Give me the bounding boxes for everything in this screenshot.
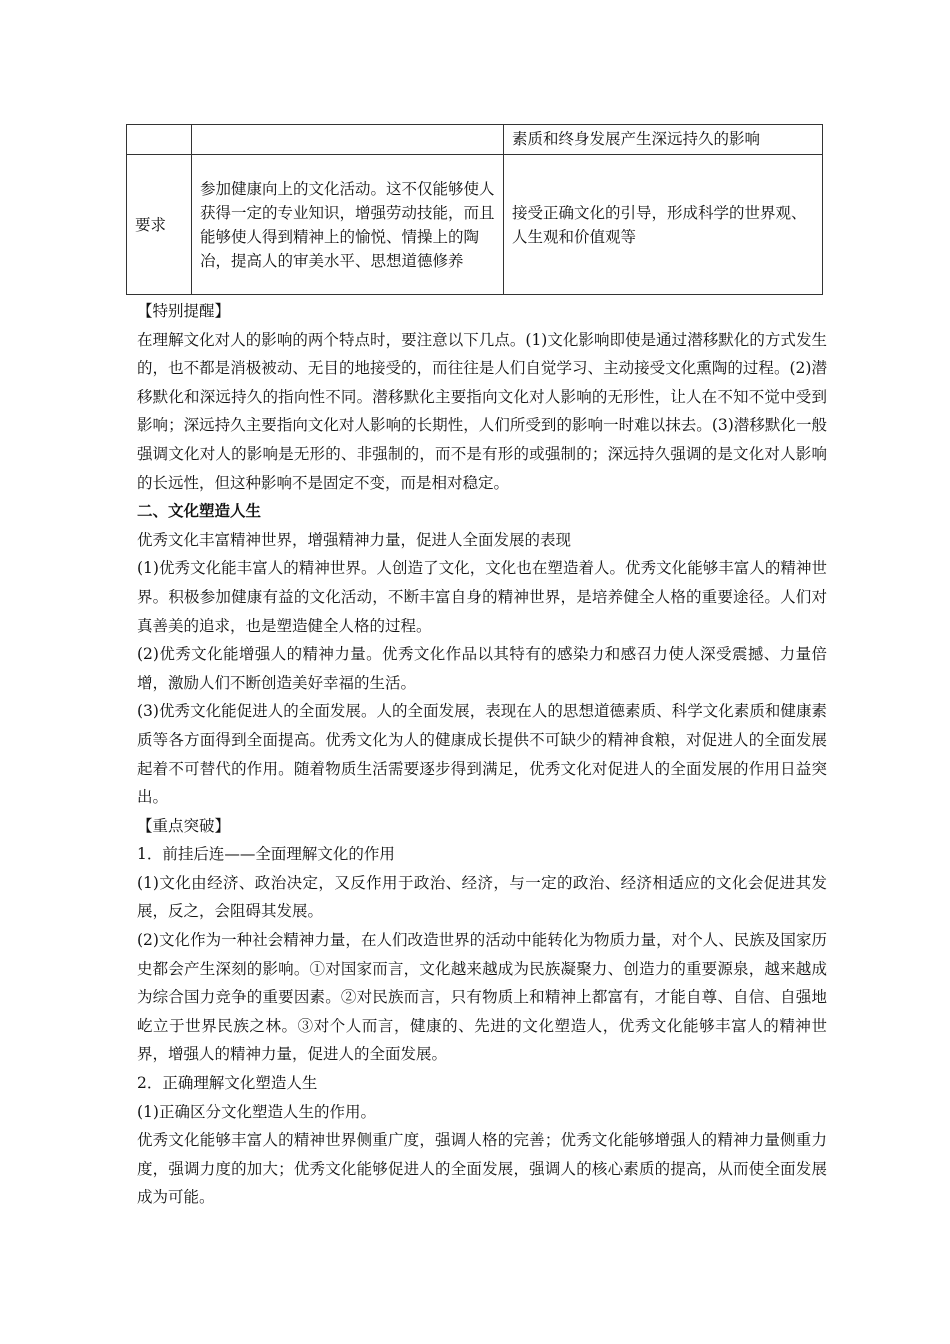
subheading: 1．前挂后连——全面理解文化的作用: [137, 845, 395, 864]
paragraph: (1)文化由经济、政治决定，又反作用于政治、经济，与一定的政治、经济相适应的文化会促进其发展，反之，会阻碍其发展。: [137, 873, 827, 921]
table-cell-label: 要求: [127, 155, 192, 295]
table-cell-label: [127, 125, 192, 155]
special-reminder-heading: 【特别提醒】: [137, 302, 231, 320]
comparison-table: [126, 124, 823, 295]
paragraph: (1)正确区分文化塑造人生的作用。: [137, 1102, 376, 1121]
table-cell-right: 接受正确文化的引导，形成科学的世界观、人生观和价值观等: [504, 155, 823, 295]
key-points-heading: 【重点突破】: [137, 816, 231, 835]
document-body: [137, 297, 827, 1212]
section-heading: 二、文化塑造人生: [137, 501, 262, 521]
table-cell-middle: 参加健康向上的文化活动。这不仅能够使人获得一定的专业知识，增强劳动技能，而且能够使人得到精神上的愉悦、情操上的陶冶，提高人的审美水平、思想道德修养: [192, 155, 504, 295]
paragraph: (3)优秀文化能促进人的全面发展。人的全面发展，表现在人的思想道德素质、科学文化素质和健康素质等各方面得到全面提高。优秀文化为人的健康成长提供不可缺少的精神食粮，对促进人的全面发展起着不可替代的作用。随着物质生活需要逐步得到满足，优秀文化对促进人的全面发展的作用日益突出。: [137, 702, 827, 807]
paragraph: (2)文化作为一种社会精神力量，在人们改造世界的活动中能转化为物质力量，对个人、民族及国家历史都会产生深刻的影响。①对国家而言，文化越来越成为民族凝聚力、创造力的重要源泉，越来越成为综合国力竞争的重要因素。②对民族而言，只有物质上和精神上都富有，才能自尊、自信、自强地屹立于世界民族之林。③对个人而言，健康的、先进的文化塑造人，优秀文化能够丰富人的精神世界，增强人的精神力量，促进人的全面发展。: [137, 931, 827, 1064]
paragraph: (1)优秀文化能丰富人的精神世界。人创造了文化，文化也在塑造着人。优秀文化能够丰富人的精神世界。积极参加健康有益的文化活动，不断丰富自身的精神世界，是培养健全人格的重要途径。人们对真善美的追求，也是塑造健全人格的过程。: [137, 559, 827, 635]
table-cell-right: 素质和终身发展产生深远持久的影响: [504, 125, 823, 155]
table-cell-middle: [192, 125, 504, 155]
subheading: 2．正确理解文化塑造人生: [137, 1074, 318, 1093]
table-row: [127, 155, 823, 295]
section-intro: 优秀文化丰富精神世界，增强精神力量，促进人全面发展的表现: [137, 530, 572, 549]
paragraph: 优秀文化能够丰富人的精神世界侧重广度，强调人格的完善；优秀文化能够增强人的精神力量侧重力度，强调力度的加大；优秀文化能够促进人的全面发展，强调人的核心素质的提高，从而使全面发展成为可能。: [137, 1131, 827, 1207]
table-row: [127, 125, 823, 155]
special-reminder-text: 在理解文化对人的影响的两个特点时，要注意以下几点。(1)文化影响即使是通过潜移默化的方式发生的，也不都是消极被动、无目的地接受的，而往往是人们自觉学习、主动接受文化熏陶的过程。(2)潜移默化和深远持久的指向性不同。潜移默化主要指向文化对人影响的无形性，让人在不知不觉中受到影响；深远持久主要指向文化对人影响的长期性，人们所受到的影响一时难以抹去。(3)潜移默化一般强调文化对人的影响是无形的、非强制的，而不是有形的或强制的；深远持久强调的是文化对人影响的长远性，但这种影响不是固定不变，而是相对稳定。: [137, 330, 827, 492]
paragraph: (2)优秀文化能增强人的精神力量。优秀文化作品以其特有的感染力和感召力使人深受震撼、力量倍增，激励人们不断创造美好幸福的生活。: [137, 645, 827, 692]
